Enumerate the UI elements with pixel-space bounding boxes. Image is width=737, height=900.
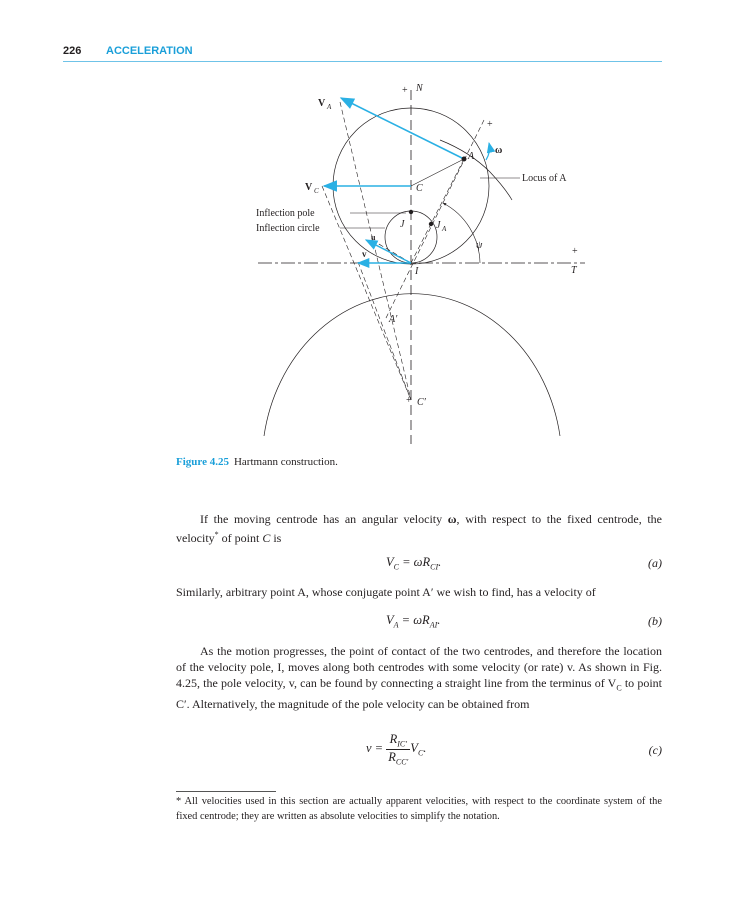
label-inflection-circle: Inflection circle	[256, 223, 320, 234]
label-psi: ψ	[476, 240, 483, 251]
equation-a: $V_C = \omega R_{CI}$.	[386, 555, 442, 572]
footnote-rule	[176, 791, 276, 792]
point-j	[409, 210, 413, 214]
point-ja	[429, 222, 433, 226]
point-a	[462, 157, 467, 162]
construction-lines	[322, 102, 484, 400]
label-u: u	[371, 233, 376, 242]
label-n: N	[416, 83, 423, 94]
label-locus: Locus of A	[522, 173, 567, 184]
label-c-prime: C′	[417, 397, 426, 408]
page-number: 226	[63, 45, 82, 57]
equation-c-tag: (c)	[648, 743, 662, 757]
line-c-to-a	[411, 159, 464, 186]
footnote: * All velocities used in this section are actually apparent velocities, with respect to the coordinate system of the fixed centrode; they are written as absolute velocities to simplify the notation.	[176, 796, 662, 822]
label-va-sub: A	[327, 103, 332, 111]
label-a: A	[468, 151, 475, 162]
equation-c: v = $\frac{R_{IC'}}{R_{CC'}}$ $V_C$.	[366, 732, 427, 766]
caption-label: Figure 4.25	[176, 456, 229, 468]
equation-b-tag: (b)	[648, 614, 662, 628]
label-ja-sub: A	[442, 225, 447, 233]
label-va: V	[318, 98, 326, 109]
omega-arrow	[486, 143, 490, 160]
label-inflection-pole: Inflection pole	[256, 208, 315, 219]
figure-caption	[176, 456, 338, 468]
label-plus-right: +	[487, 119, 493, 130]
velocity-u-arrow	[366, 240, 411, 263]
label-ja: J	[436, 220, 441, 231]
label-plus-t: +	[572, 246, 578, 257]
label-i: I	[415, 266, 419, 277]
label-v: v	[362, 249, 367, 259]
fixed-centrode	[264, 294, 560, 436]
velocity-va-arrow	[341, 98, 464, 159]
equation-a-tag: (a)	[648, 556, 662, 570]
label-t: T	[571, 265, 577, 276]
caption-text: Hartmann construction.	[233, 456, 338, 468]
label-plus-top: +	[402, 85, 408, 96]
label-plus-bottom: +	[406, 395, 412, 406]
label-omega: ω	[495, 145, 503, 156]
paragraph-1: If the moving centrode has an angular velocity ω, with respect to the fixed centrode, the velocity* of point C is	[176, 512, 662, 545]
label-c: C	[416, 183, 423, 194]
paragraph-2: Similarly, arbitrary point A, whose conjugate point A′ we wish to find, has a velocity of	[176, 585, 596, 599]
label-j: J	[400, 219, 405, 230]
equation-b: $V_A = \omega R_{AI}$.	[386, 613, 441, 630]
label-vc: V	[305, 182, 313, 193]
label-vc-sub: C	[314, 187, 319, 195]
paragraph-3: As the motion progresses, the point of contact of the two centrodes, and therefore the location of the velocity pole, I, moves along both centrodes with some velocity (or rate) v. As shown in Fig. 4.25, the pole velocity, v, can be found by connecting a straight line from the terminus of $V_C$ to point C′. Alternatively, the magnitude of the pole velocity can be obtained from	[176, 644, 662, 712]
section-title: ACCELERATION	[106, 45, 193, 57]
label-a-prime: A′	[389, 314, 398, 325]
